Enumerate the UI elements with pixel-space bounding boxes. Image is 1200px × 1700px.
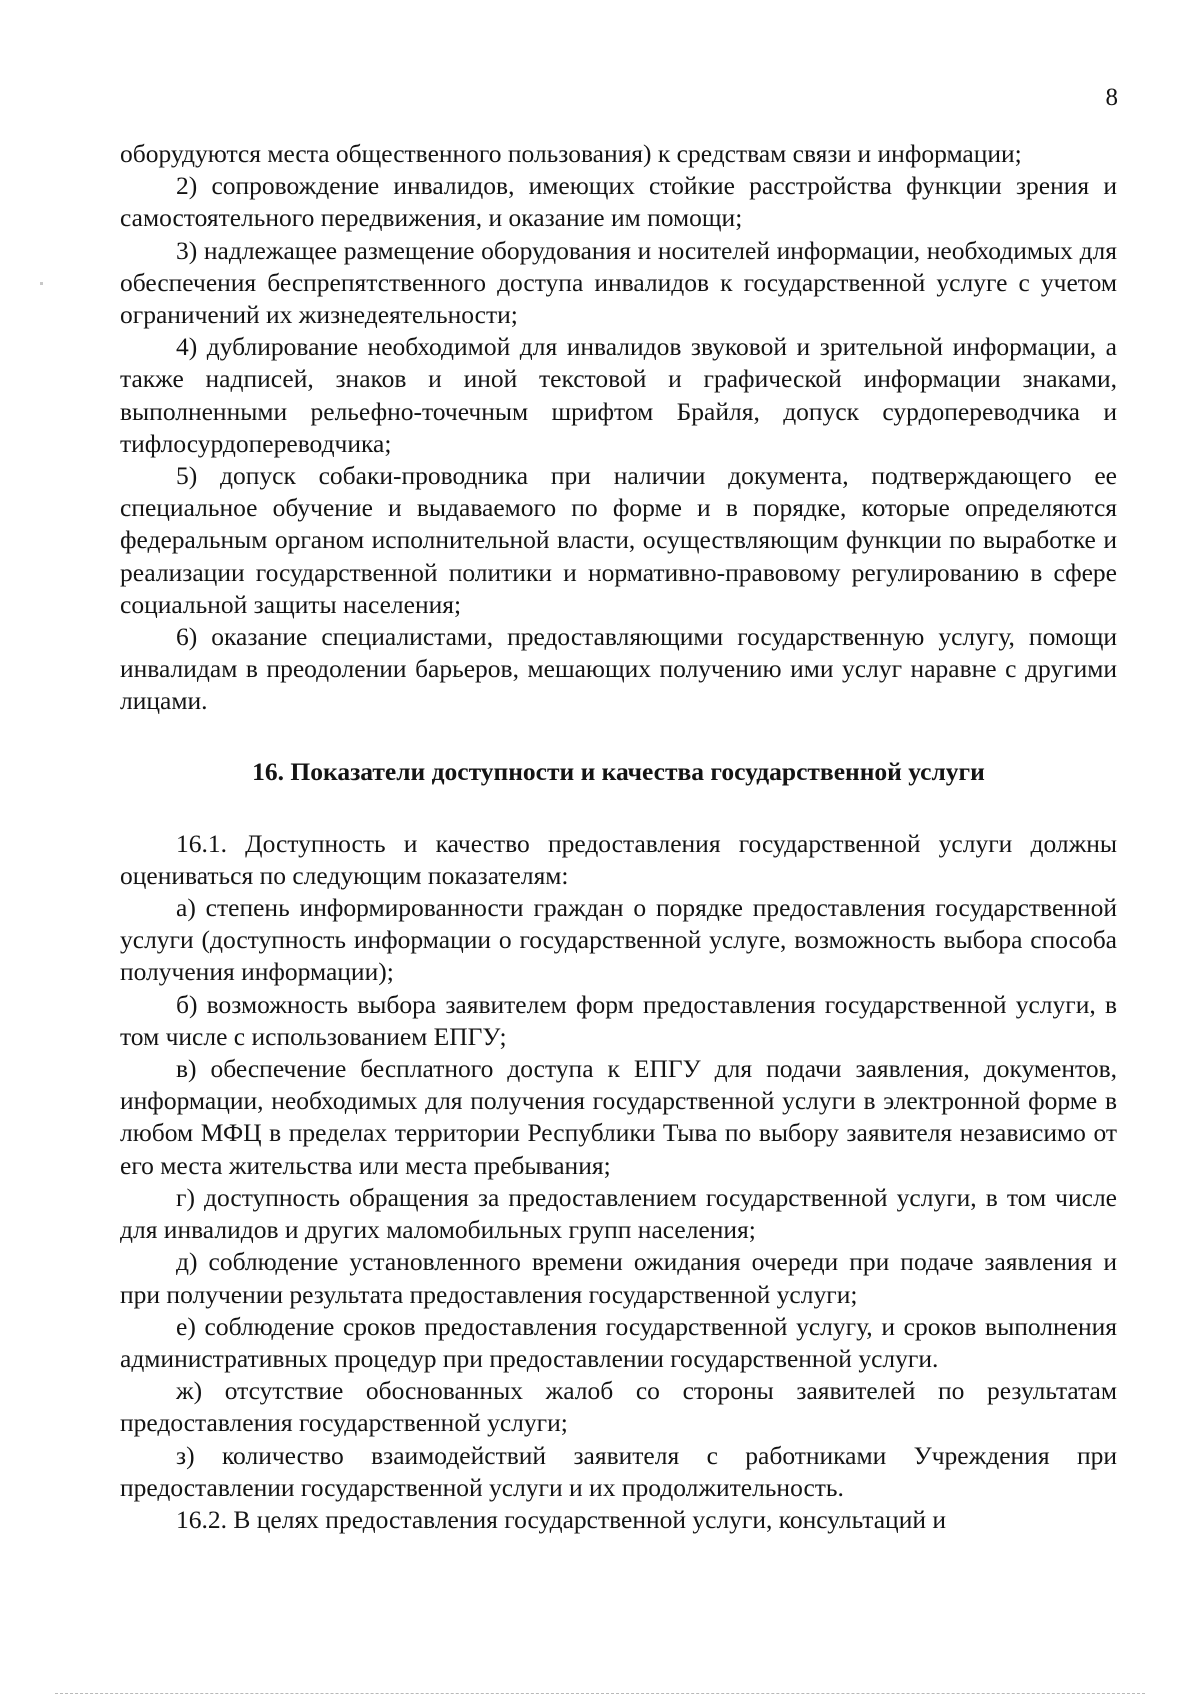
page-number: 8 xyxy=(1105,84,1118,111)
indicator-d: д) соблюдение установленного времени ожидания очереди при подаче заявления и при получении результата предоставления государственной услуги; xyxy=(120,1247,1117,1309)
scan-bottom-edge xyxy=(55,1693,1145,1694)
indicator-v: в) обеспечение бесплатного доступа к ЕПГУ для подачи заявления, документов, информации, необходимых для получения государственной услуги в электронной форме в любом МФЦ в пределах территории Республики Тыва по выбору заявителя независимо от его места жительства или места пребывания; xyxy=(120,1054,1117,1180)
paragraph-continuation: оборудуются места общественного пользования) к средствам связи и информации; xyxy=(120,139,1022,168)
list-item-2-escort: 2) сопровождение инвалидов, имеющих стойкие расстройства функции зрения и самостоятельного передвижения, и оказание им помощи; xyxy=(120,171,1117,233)
document-body xyxy=(120,138,1117,1536)
indicator-zh: ж) отсутствие обоснованных жалоб со стороны заявителей по результатам предоставления государственной услуги; xyxy=(120,1376,1117,1438)
indicator-e: е) соблюдение сроков предоставления государственной услугу, и сроков выполнения административных процедур при предоставлении государственной услуги. xyxy=(120,1311,1117,1373)
indicator-b: б) возможность выбора заявителем форм предоставления государственной услуги, в том числе с использованием ЕПГУ; xyxy=(120,989,1117,1051)
indicator-a: а) степень информированности граждан о порядке предоставления государственной услуги (доступность информации о государственной услуге, возможность выбора способа получения информации); xyxy=(120,893,1117,987)
list-item-3-equipment-placement: 3) надлежащее размещение оборудования и носителей информации, необходимых для обеспечения беспрепятственного доступа инвалидов к государственной услуге с учетом ограничений их жизнедеятельности; xyxy=(120,235,1117,330)
list-item-4-duplication-braille: 4) дублирование необходимой для инвалидов звуковой и зрительной информации, а также надписей, знаков и иной текстовой и графической информации знаками, выполненными рельефно-точечным шрифтом Брайля, допуск сурдопереводчика и тифлосурдопереводчика; xyxy=(120,332,1117,458)
indicator-g: г) доступность обращения за предоставлением государственной услуги, в том числе для инвалидов и других маломобильных групп населения; xyxy=(120,1182,1117,1245)
clause-16-1: 16.1. Доступность и качество предоставления государственной услуги должны оцениваться по следующим показателям: xyxy=(120,828,1117,890)
scan-speck xyxy=(40,282,43,285)
list-item-6-specialist-assistance: 6) оказание специалистами, предоставляющими государственную услугу, помощи инвалидам в преодолении барьеров, мешающих получению ими услуг наравне с другими лицами. xyxy=(120,622,1117,716)
list-item-5-guide-dog: 5) допуск собаки-проводника при наличии документа, подтверждающего ее специальное обучение и выдаваемого по форме и в порядке, которые определяются федеральным органом исполнительной власти, осуществляющим функции по выработке и реализации государственной политики и нормативно-правовому регулированию в сфере социальной защиты населения; xyxy=(120,461,1117,619)
section-heading: 16. Показатели доступности и качества государственной услуги xyxy=(252,756,985,786)
indicator-z: з) количество взаимодействий заявителя с работниками Учреждения при предоставлении государственной услуги и их продолжительность. xyxy=(120,1440,1117,1502)
clause-16-2: 16.2. В целях предоставления государственной услуги, консультаций и xyxy=(176,1504,947,1534)
